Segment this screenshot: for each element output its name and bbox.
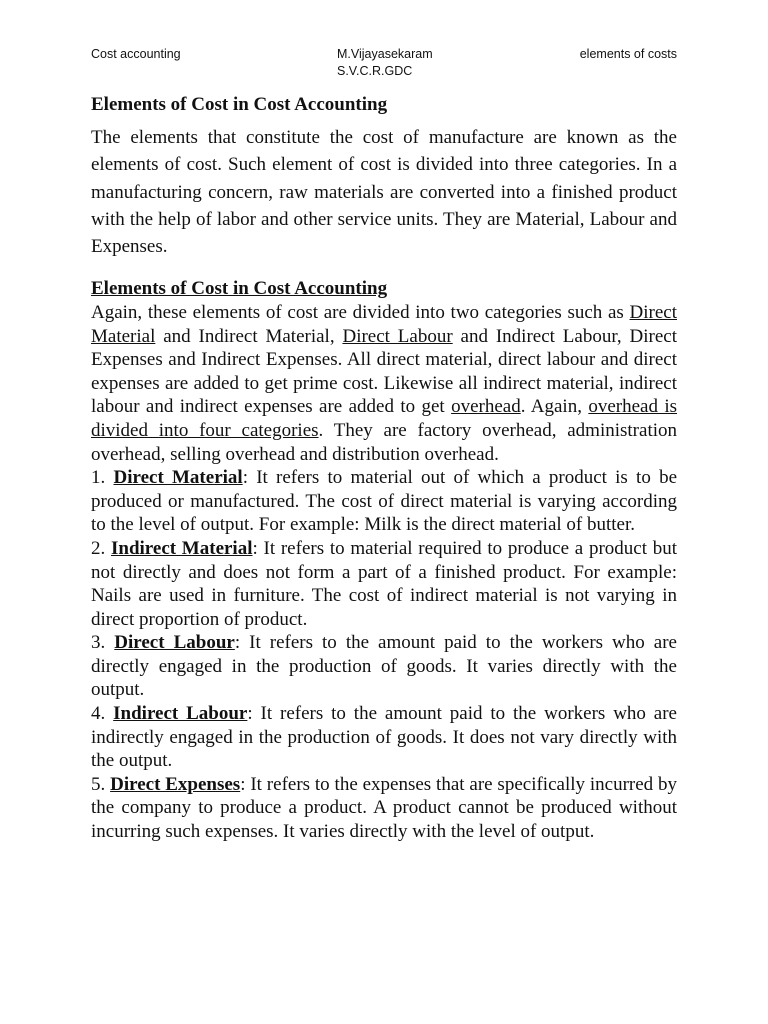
item-term: Indirect Labour <box>113 703 248 725</box>
item-text: : It refers to material required to produce a product but not directly and does not form a part of a finished product. For example: Nails are used in furniture. The cost of indirect material is not varying in direct proportion of product. <box>91 537 678 630</box>
list-item <box>91 537 677 631</box>
header-institution: S.V.C.R.GDC <box>337 64 413 78</box>
item-text: : It refers to the amount paid to the workers who are indirectly engaged in the production of goods. It does not vary directly with the output. <box>91 703 677 772</box>
link-overhead-categories[interactable]: overhead is divided into four categories <box>91 396 677 441</box>
list-item <box>91 631 677 702</box>
categories-paragraph <box>91 301 677 466</box>
document-body <box>91 93 677 844</box>
list-item <box>91 773 677 844</box>
link-overhead[interactable]: overhead <box>451 396 521 418</box>
section-heading: Elements of Cost in Cost Accounting <box>91 278 388 300</box>
item-text: : It refers to material out of which a product is to be produced or manufactured. The cost of direct material is varying according to the level of output. For example: Milk is the direct material of butter. <box>91 467 678 536</box>
item-number: 3. <box>91 632 115 654</box>
item-text: : It refers to the amount paid to the workers who are directly engaged in the production of goods. It varies directly with the output. <box>91 632 677 701</box>
item-number: 1. <box>91 467 114 489</box>
item-number: 2. <box>91 537 111 559</box>
header-topic: elements of costs <box>579 47 677 61</box>
link-direct-labour[interactable]: Direct Labour <box>342 325 453 347</box>
item-term: Direct Expenses <box>110 773 241 795</box>
header-subject: Cost accounting <box>91 47 181 61</box>
paragraph-text: Again, these elements of cost are divided into two categories such as <box>91 301 630 323</box>
item-term: Direct Material <box>113 467 243 489</box>
item-text: : It refers to the expenses that are specifically incurred by the company to produce a product. A product cannot be produced without incurring such expenses. It varies directly with the level of output. <box>91 773 678 843</box>
item-number: 5. <box>91 773 111 795</box>
paragraph-text: and Indirect Material, <box>155 325 343 347</box>
page-title: Elements of Cost in Cost Accounting <box>91 94 388 115</box>
page-header <box>91 46 677 82</box>
paragraph-text: . Again, <box>520 396 589 418</box>
item-term: Indirect Material <box>110 537 253 559</box>
header-author: M.Vijayasekaram <box>337 47 433 61</box>
paragraph-text: and Indirect Labour, Direct Expenses and Indirect Expenses. All direct material, direct labour and direct expenses are added to get prime cost. Likewise all indirect material, indirect labour and indirect expenses are added to get <box>91 325 678 418</box>
item-number: 4. <box>91 703 114 725</box>
link-direct-material[interactable]: Direct Material <box>91 301 677 347</box>
paragraph-text: . They are factory overhead, administration overhead, selling overhead and distribution overhead. <box>91 419 677 465</box>
intro-paragraph: The elements that constitute the cost of manufacture are known as the elements of cost. Such element of cost is divided into three categories. In a manufacturing concern, raw materials are converted into a finished product with the help of labor and other service units. They are Material, Labour and Expenses. <box>91 127 677 258</box>
header-author-block <box>337 46 433 80</box>
list-item <box>91 702 677 773</box>
item-term: Direct Labour <box>114 632 235 654</box>
list-item <box>91 466 677 537</box>
